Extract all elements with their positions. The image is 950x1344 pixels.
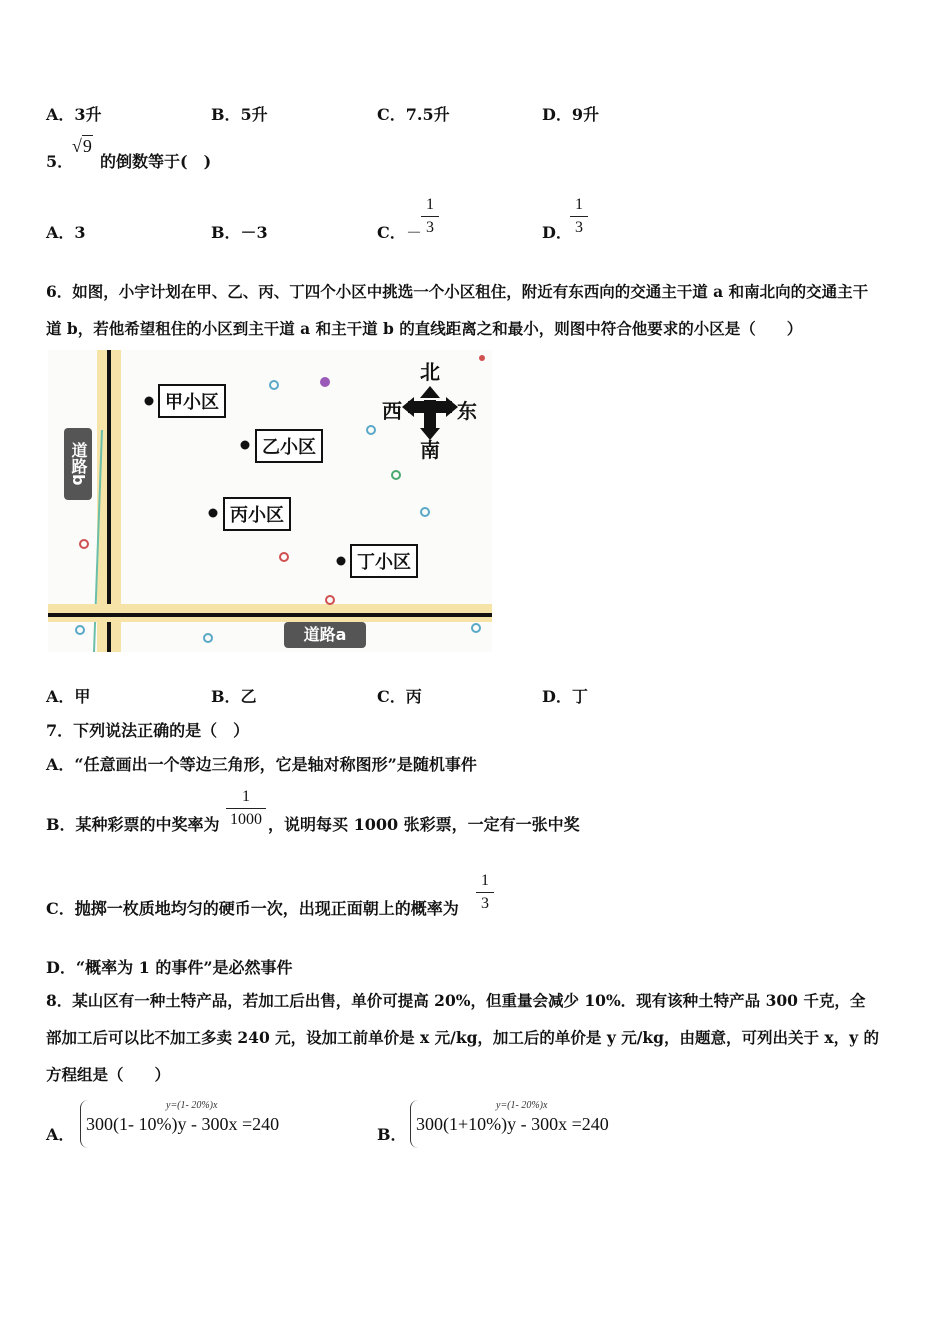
radical-sign: √: [72, 136, 82, 156]
q6-option-c: C．丙: [377, 687, 422, 706]
numerator: 1: [242, 788, 250, 805]
numerator: 1: [481, 872, 489, 889]
q6-line-1: 6．如图，小宇计划在甲、乙、丙、丁四个小区中挑选一个小区租住，附近有东西向的交通主干道 a 和南北向的交通主干: [46, 282, 869, 301]
q6-map-figure: [48, 350, 492, 652]
q7-option-b-fraction: [226, 788, 266, 829]
q7-option-a: A．“任意画出一个等边三角形，它是轴对称图形”是随机事件: [46, 755, 477, 774]
neighborhood-ding: 丁小区: [350, 544, 418, 578]
compass-north: 北: [420, 360, 440, 384]
neighborhood-yi: 乙小区: [255, 429, 323, 463]
q6-option-b: B．乙: [211, 687, 257, 706]
numerator: 1: [426, 196, 434, 213]
q8-line-2: 部加工后可以比不加工多卖 240 元，设加工前单价是 x 元/kg，加工后的单价是 y 元/kg，由题意，可列出关于 x，y 的: [46, 1028, 879, 1047]
q5-option-d-label: D．: [542, 223, 572, 242]
q4-option-a: A．3升: [46, 105, 102, 124]
sqrt-expression: [72, 136, 93, 157]
fraction-bar: [226, 808, 266, 809]
q8-option-b-label: B．: [377, 1125, 407, 1144]
q7-stem: 7．下列说法正确的是（ ）: [46, 721, 250, 740]
fraction-bar: [570, 216, 588, 217]
road-a-label: 道路a: [284, 622, 366, 648]
q5-option-c-label: C．: [377, 223, 406, 242]
equation-bottom: 300(1- 10%)y - 300x =240: [86, 1114, 280, 1134]
q4-option-c: C．7.5升: [377, 105, 450, 124]
q7-option-d: D．“概率为 1 的事件”是必然事件: [46, 958, 293, 977]
equation-top: y=(1- 20%)x: [166, 1100, 218, 1111]
denominator: 1000: [230, 811, 262, 828]
q5-option-c-sign: －: [406, 223, 423, 242]
radicand: 9: [82, 136, 92, 156]
fraction-bar: [421, 216, 439, 217]
compass-west: 西: [382, 399, 402, 423]
q8-option-a-label: A．: [46, 1125, 75, 1144]
q8-option-a-system: [80, 1100, 320, 1152]
numerator: 1: [575, 196, 583, 213]
compass-south: 南: [420, 438, 440, 462]
q5-option-b: B．－3: [211, 223, 268, 242]
q7-option-b-pre: B．某种彩票的中奖率为: [46, 815, 220, 834]
compass-east: 东: [457, 399, 477, 423]
q6-line-2: 道 b，若他希望租住的小区到主干道 a 和主干道 b 的直线距离之和最小，则图中符合他要求的小区是（ ）: [46, 319, 803, 338]
q5-option-c-fraction: [421, 196, 439, 237]
denominator: 3: [481, 895, 489, 912]
equation-top: y=(1- 20%)x: [496, 1100, 548, 1111]
q7-option-c-fraction: [476, 872, 494, 913]
q4-option-d: D．9升: [542, 105, 600, 124]
q5-number: 5．: [46, 152, 74, 171]
neighborhood-bing: 丙小区: [223, 497, 291, 531]
q4-option-b: B．5升: [211, 105, 268, 124]
neighborhood-jia: 甲小区: [158, 384, 226, 418]
denominator: 3: [575, 219, 583, 236]
q5-option-d-fraction: [570, 196, 588, 237]
q5-option-a: A．3: [46, 223, 86, 242]
fraction-bar: [476, 892, 494, 893]
q6-option-d: D．丁: [542, 687, 588, 706]
q6-option-a: A．甲: [46, 687, 91, 706]
q8-option-b-system: [410, 1100, 650, 1152]
equation-bottom: 300(1+10%)y - 300x =240: [416, 1114, 609, 1134]
q8-line-1: 8．某山区有一种土特产品，若加工后出售，单价可提高 20%，但重量会减少 10%．现有该种土特产品 300 千克，全: [46, 991, 866, 1010]
q8-line-3: 方程组是（ ）: [46, 1065, 171, 1084]
denominator: 3: [426, 219, 434, 236]
q7-option-c-pre: C．抛掷一枚质地均匀的硬币一次，出现正面朝上的概率为: [46, 899, 459, 918]
q5-stem: 的倒数等于( ): [100, 152, 212, 171]
road-b-label: 道路b: [64, 428, 92, 500]
q7-option-b-post: ，说明每买 1000 张彩票，一定有一张中奖: [268, 815, 580, 834]
